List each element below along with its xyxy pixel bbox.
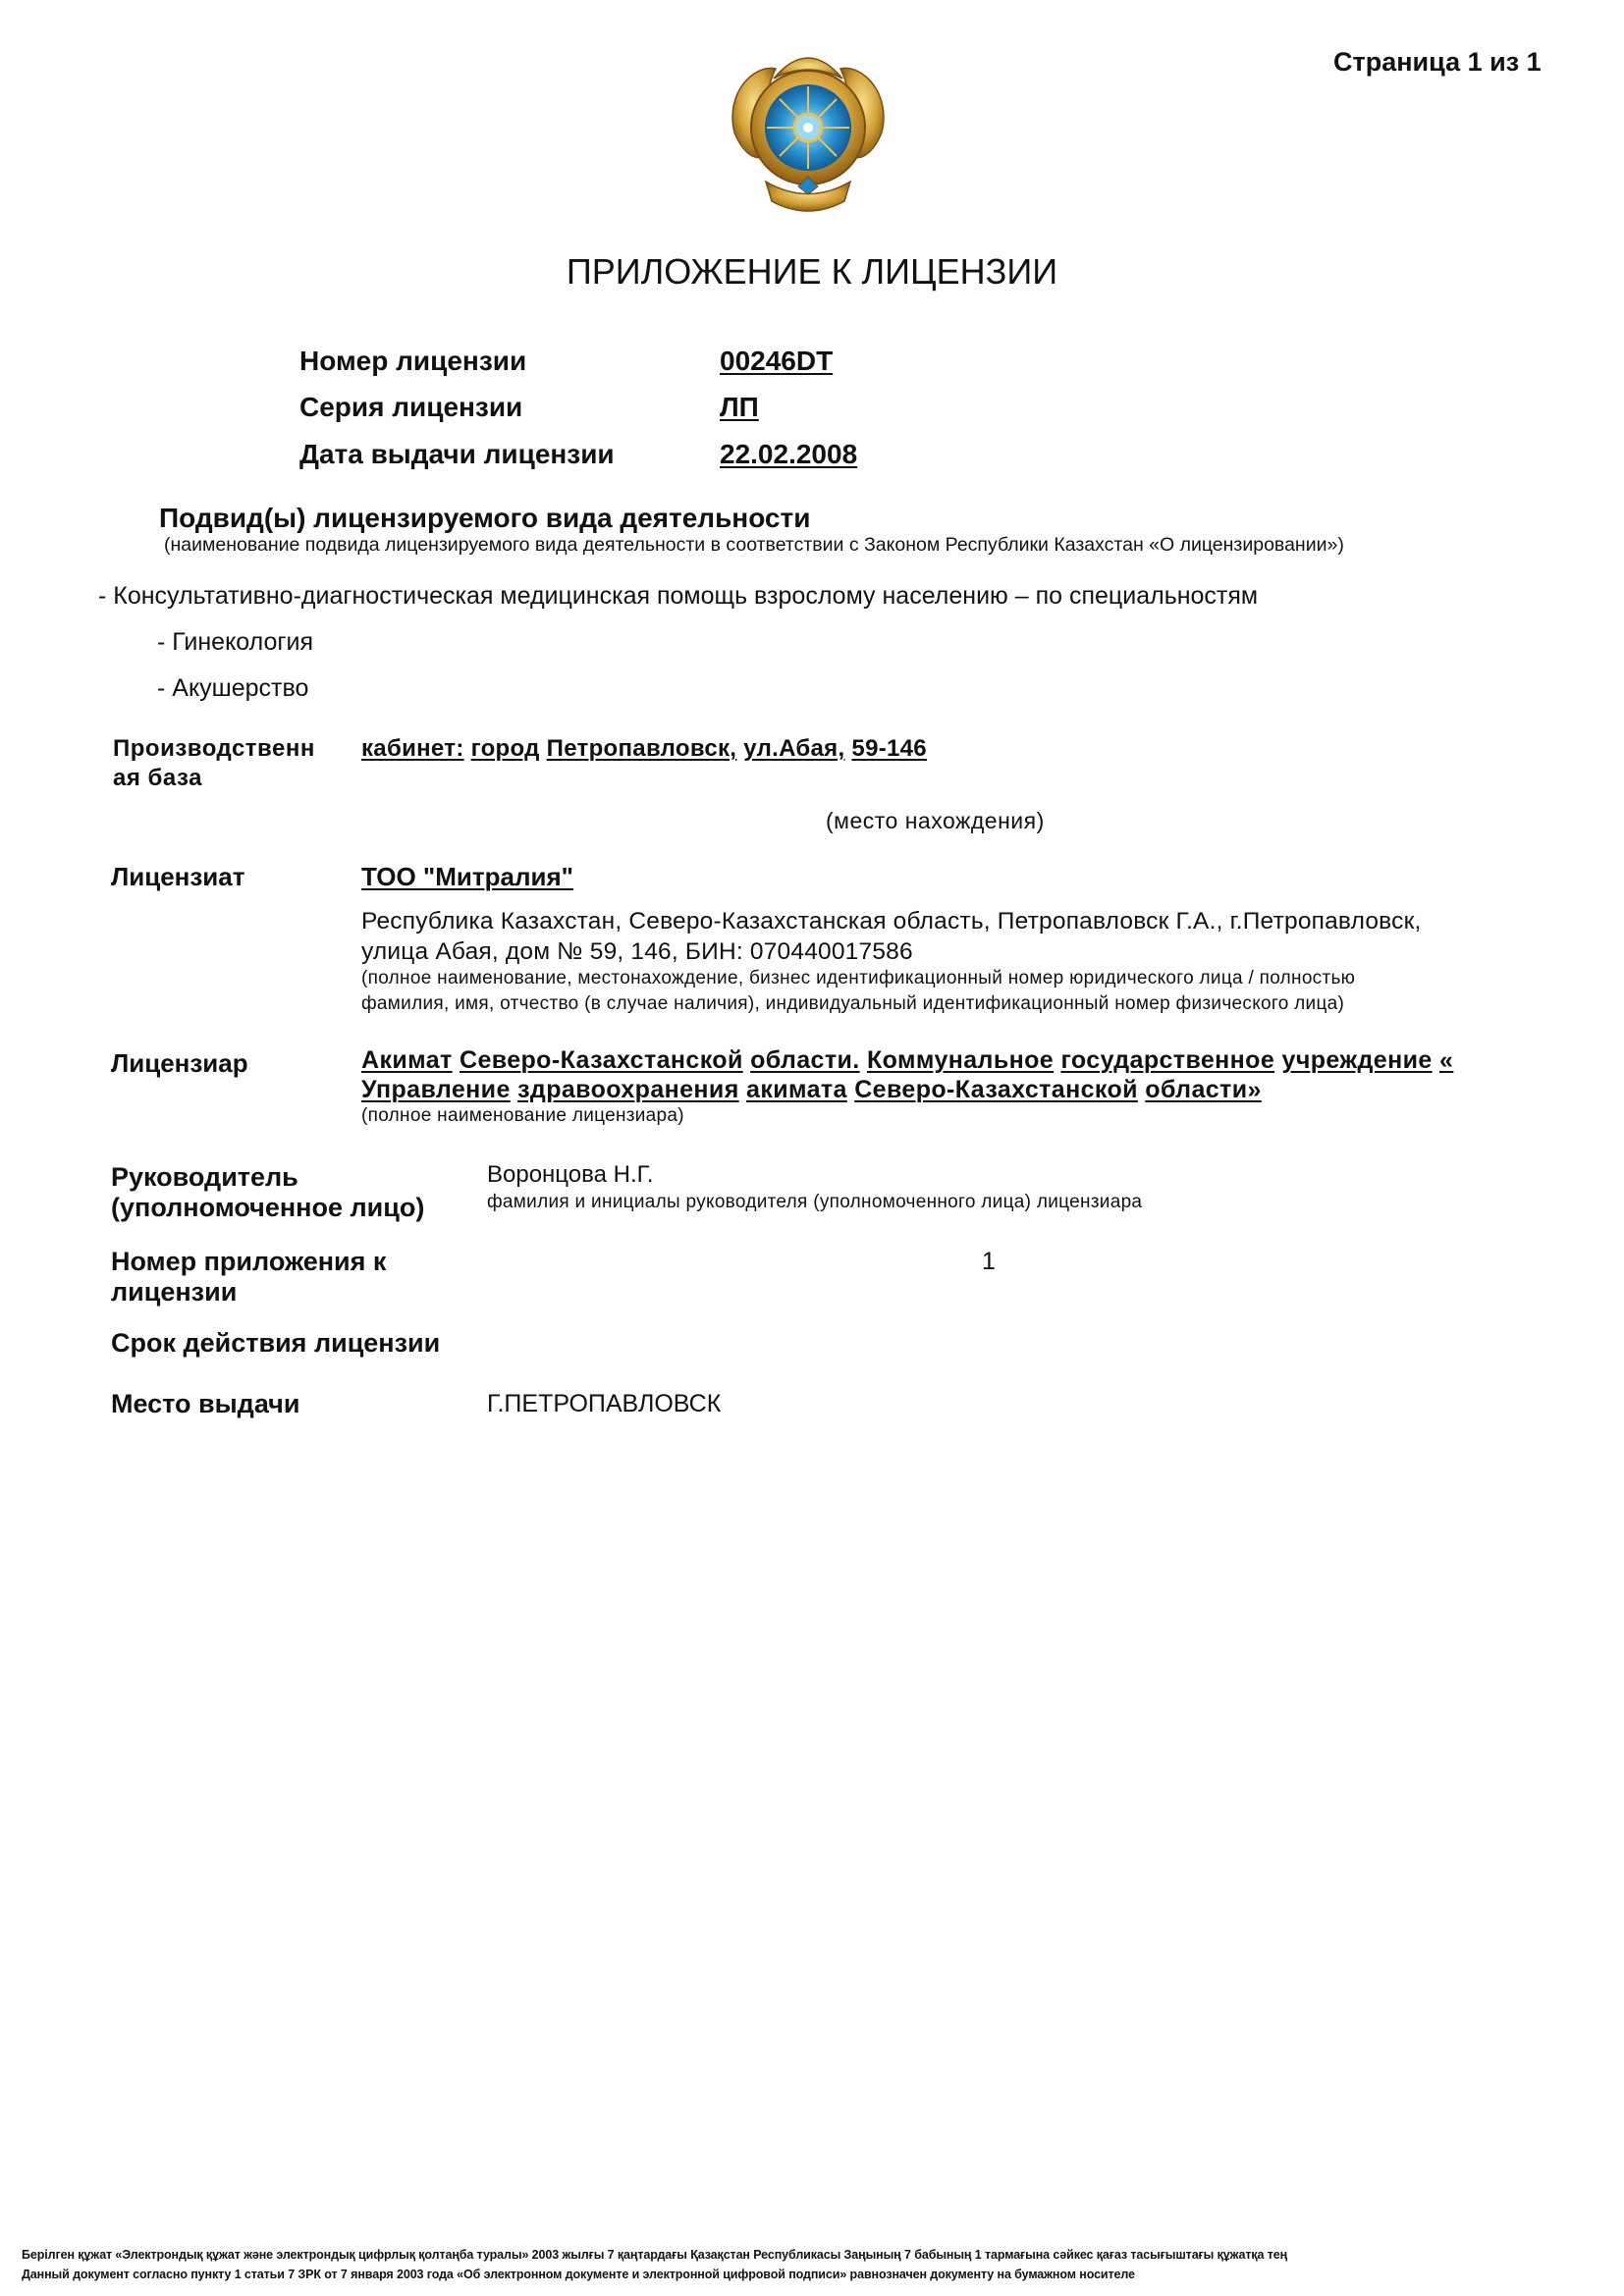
head-label-line2: (уполномоченное лицо) — [111, 1193, 425, 1222]
production-base-part: 59-146 — [851, 735, 927, 762]
subtype-item: - Гинекология — [157, 628, 314, 656]
licensor-part: учреждение — [1281, 1046, 1433, 1074]
licensee-label: Лицензиат — [111, 862, 245, 891]
license-number-value: 00246DT — [720, 346, 834, 376]
document-title: ПРИЛОЖЕНИЕ К ЛИЦЕНЗИИ — [566, 251, 1058, 292]
subtype-main-item: - Консультативно-диагностическая медицинская помощь взрослому населению – по специальностям — [98, 582, 1259, 610]
validity-label: Срок действия лицензии — [111, 1328, 441, 1358]
production-base-label-line1: Производственн — [113, 735, 315, 762]
licensor-part: Коммунальное — [866, 1046, 1055, 1074]
licensee-name: ТОО "Митралия" — [361, 862, 573, 891]
subtypes-note: (наименование подвида лицензируемого вида деятельности в соответствии с Законом Республики Казахстан «О лицензировании») — [164, 534, 1344, 556]
license-series-value: ЛП — [720, 392, 759, 422]
subtype-item: - Акушерство — [157, 674, 309, 702]
head-note: фамилия и инициалы руководителя (уполномоченного лица) лицензиара — [487, 1192, 1143, 1212]
production-base-label-line2: ая база — [113, 765, 202, 791]
appendix-number-label-line1: Номер приложения к — [111, 1247, 387, 1276]
licensee-address-line2: улица Абая, дом № 59, 146, БИН: 070440017586 — [361, 938, 913, 965]
issue-place-value: Г.ПЕТРОПАВЛОВСК — [487, 1390, 722, 1417]
licensor-line2 — [361, 1076, 1262, 1104]
license-series-label: Серия лицензии — [299, 392, 523, 422]
licensor-note: (полное наименование лицензиара) — [361, 1105, 684, 1126]
production-base-value — [361, 735, 927, 763]
appendix-number-value: 1 — [982, 1248, 996, 1275]
licensee-note-line1: (полное наименование, местонахождение, бизнес идентификационный номер юридического лица / полностью — [361, 968, 1356, 988]
issue-place-label: Место выдачи — [111, 1389, 300, 1418]
appendix-number-label-line2: лицензии — [111, 1277, 238, 1307]
license-number-label: Номер лицензии — [299, 346, 527, 376]
footer-line-kk: Берілген құжат «Электрондық құжат және электрондық цифрлық қолтаңба туралы» 2003 жылғы 7 қаңтардағы Қазақстан Республикасы Заңының 7 бабының 1 тармағына сәйкес қағаз тасығыштағы құжатқа тең — [22, 2248, 1288, 2262]
production-base-part: город — [470, 735, 540, 762]
license-date-value: 22.02.2008 — [720, 439, 858, 469]
production-base-part: ул.Абая, — [743, 735, 845, 762]
production-base-note: (место нахождения) — [826, 808, 1045, 833]
page-counter: Страница 1 из 1 — [1333, 47, 1542, 77]
subtypes-heading: Подвид(ы) лицензируемого вида деятельности — [159, 503, 811, 533]
licensor-part: области. — [750, 1046, 860, 1074]
licensor-part: здравоохранения — [517, 1076, 739, 1103]
footer-line-ru: Данный документ согласно пункту 1 статьи 7 ЗРК от 7 января 2003 года «Об электронном документе и электронной цифровой подписи» равнозначен документу на бумажном носителе — [22, 2268, 1135, 2281]
licensor-part: Управление — [361, 1076, 511, 1103]
production-base-part: кабинет: — [361, 735, 464, 762]
licensee-note-line2: фамилия, имя, отчество (в случае наличия), индивидуальный идентификационный номер физического лица) — [361, 993, 1345, 1014]
licensor-line1 — [361, 1046, 1453, 1075]
production-base-part: Петропавловск, — [546, 735, 737, 762]
head-value: Воронцова Н.Г. — [487, 1161, 654, 1188]
licensor-part: области» — [1145, 1076, 1262, 1103]
licensor-label: Лицензиар — [111, 1048, 248, 1078]
head-label-line1: Руководитель — [111, 1162, 298, 1192]
licensee-address-line1: Республика Казахстан, Северо-Казахстанская область, Петропавловск Г.А., г.Петропавловск, — [361, 908, 1422, 934]
licensor-part: Акимат — [361, 1046, 453, 1074]
licensor-part: Северо-Казахстанской — [854, 1076, 1138, 1103]
licensor-part: « — [1439, 1046, 1454, 1074]
license-date-label: Дата выдачи лицензии — [299, 439, 615, 469]
state-emblem-icon — [715, 39, 901, 226]
licensor-part: акимата — [746, 1076, 847, 1103]
licensor-part: Северо-Казахстанской — [460, 1046, 743, 1074]
licensor-part: государственное — [1060, 1046, 1275, 1074]
